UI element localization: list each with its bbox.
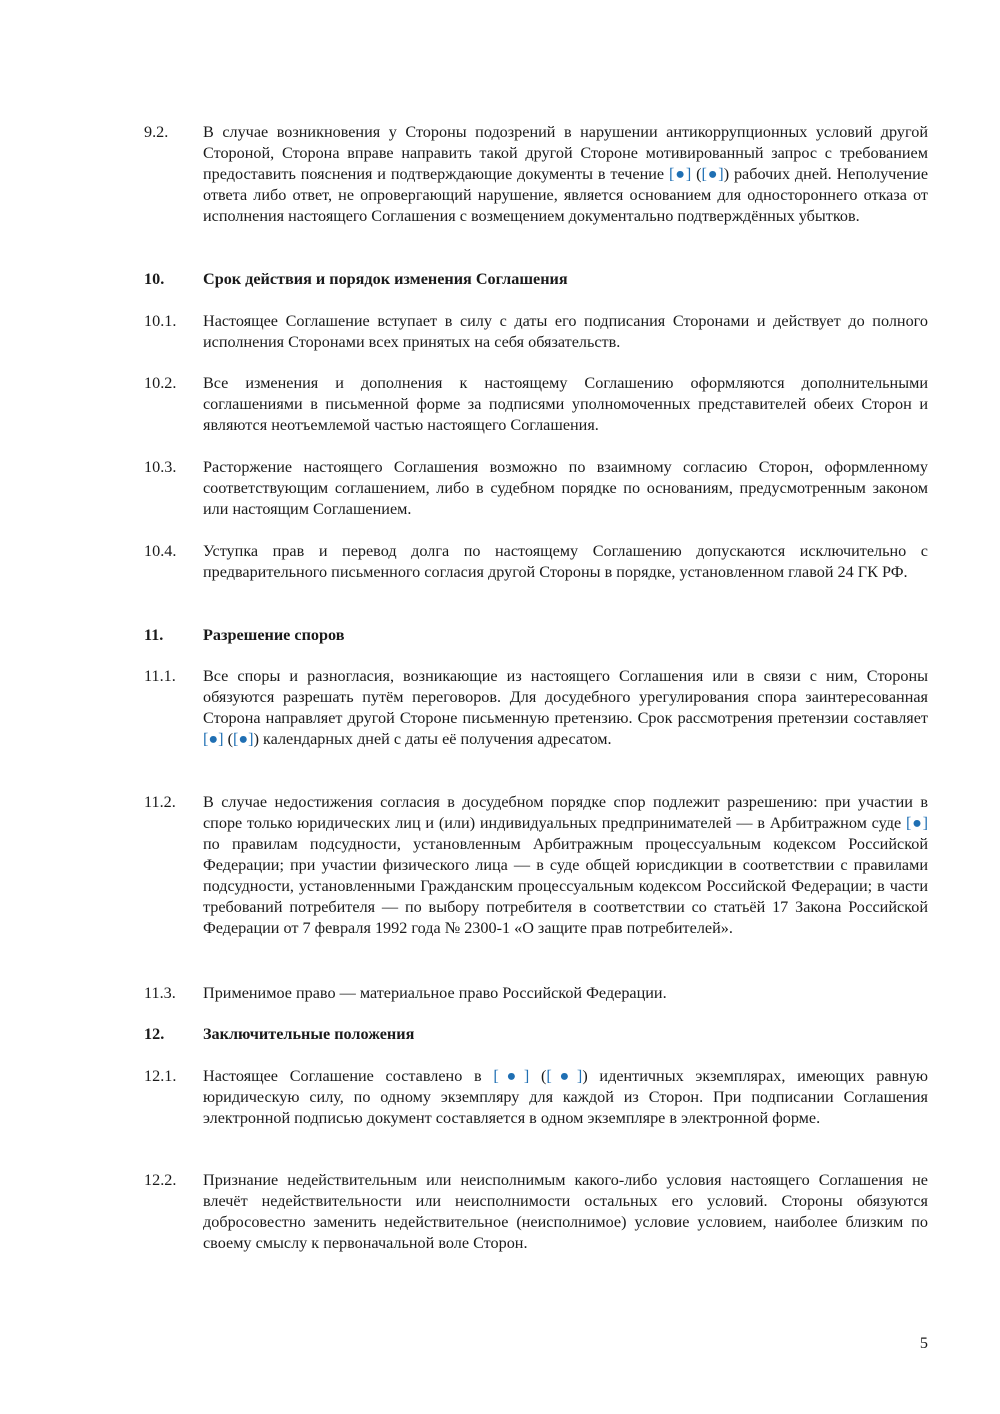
clause-number: 10.	[144, 270, 165, 288]
clause-text	[203, 792, 928, 939]
clause-number: 11.2.	[144, 793, 176, 811]
page-number: 5	[919, 1334, 928, 1352]
text-run: Все споры и разногласия, возникающие из настоящего Соглашения или в связи с ним, Стороны обязуются разрешать путём переговоров. Для досудебного урегулирования спора заинтересованная Сторона направляет другой Стороне письменную претензию. Срок рассмотрения претензии составляет	[203, 667, 928, 727]
text-run: (	[529, 1067, 547, 1085]
text-run: Уступка прав и перевод долга по настоящему Соглашению допускаются исключительно с предварительного письменного согласия другой Стороны в порядке, установленном главой 24 ГК РФ.	[203, 542, 928, 581]
clause-text	[203, 1170, 928, 1254]
text-run: Настоящее Соглашение вступает в силу с даты его подписания Сторонами и действует до полного исполнения Сторонами всех принятых на себя обязательств.	[203, 312, 928, 351]
clause-number: 12.1.	[144, 1067, 177, 1085]
text-run: (	[691, 165, 702, 183]
clause-number: 10.2.	[144, 374, 177, 392]
clause-number: 11.	[144, 626, 164, 644]
placeholder-marker: [●]	[546, 1067, 583, 1085]
placeholder-marker: [●]	[493, 1067, 530, 1085]
placeholder-marker: [●]	[701, 165, 724, 183]
clause-text	[203, 457, 928, 520]
clause-text	[203, 666, 928, 750]
text-run: ) календарных дней с даты её получения адресатом.	[253, 730, 612, 748]
section-heading: Срок действия и порядок изменения Соглашения	[203, 270, 568, 288]
placeholder-marker: [●]	[669, 165, 692, 183]
text-run: ) идентичных экземплярах, имеющих равную юридическую силу, по одному экземпляру для каждой из Сторон. При подписании Соглашения электронной подписью документ составляется в одном экземпляре в электронной форме.	[203, 1067, 929, 1127]
clause-text	[203, 541, 928, 583]
text-run: Признание недействительным или неисполнимым какого-либо условия настоящего Соглашения не влечёт недействительности или неисполнимости остальных его условий. Стороны обязуются добросовестно заменить недействительное (неисполнимое) условие условием, наиболее близким по своему смыслу к первоначальной воле Сторон.	[203, 1171, 928, 1252]
clause-number: 11.3.	[144, 984, 176, 1002]
clause-text	[203, 311, 928, 353]
clause-number: 12.2.	[144, 1171, 177, 1189]
clause-number: 11.1.	[144, 667, 176, 685]
clause-text	[203, 1066, 928, 1129]
placeholder-marker: [●]	[203, 730, 224, 748]
section-heading: Разрешение споров	[203, 626, 345, 644]
text-run: Все изменения и дополнения к настоящему Соглашению оформляются дополнительными соглашениями в письменной форме за подписями уполномоченных представителей обеих Сторон и являются неотъемлемой частью настоящего Соглашения.	[203, 374, 928, 434]
text-run: по правилам подсудности, установленным Арбитражным процессуальным кодексом Российской Федерации; при участии физического лица — в суде общей юрисдикции в соответствии с правилами подсудности, установленными Гражданским процессуальным кодексом Российской Федерации; в части требований потребителя — по выбору потребителя в соответствии со статьёй 17 Закона Российской Федерации от 7 февраля 1992 года № 2300-1 «О защите прав потребителей».	[203, 835, 928, 937]
clause-text	[203, 373, 928, 436]
clause-number: 10.3.	[144, 458, 177, 476]
section-heading: Заключительные положения	[203, 1025, 415, 1043]
clause-text	[203, 983, 928, 1004]
clause-number: 12.	[144, 1025, 165, 1043]
placeholder-marker: [●]	[905, 814, 928, 832]
text-run: Расторжение настоящего Соглашения возможно по взаимному согласию Сторон, оформленному соответствующим соглашением, либо в судебном порядке по основаниям, предусмотренным законом или настоящим Соглашением.	[203, 458, 928, 518]
text-run: (	[223, 730, 233, 748]
text-run: Настоящее Соглашение составлено в	[203, 1067, 494, 1085]
text-run: В случае возникновения у Стороны подозрений в нарушении антикоррупционных условий другой Стороной, Сторона вправе направить такой другой Стороне мотивированный запрос с требованием предоставить пояснения и подтверждающие документы в течение	[203, 123, 928, 183]
text-run: ) рабочих дней. Неполучение ответа либо ответ, не опровергающий нарушение, является основанием для одностороннего отказа от исполнения настоящего Соглашения с возмещением документально подтверждённых убытков.	[203, 165, 929, 225]
clause-number: 10.4.	[144, 542, 177, 560]
text-run: В случае недостижения согласия в досудебном порядке спор подлежит разрешению: при участии в споре только юридических лиц и (или) индивидуальных предпринимателей — в Арбитражном суде	[203, 793, 928, 832]
text-run: Применимое право — материальное право Российской Федерации.	[203, 984, 667, 1002]
clause-text	[203, 122, 928, 227]
clause-number: 9.2.	[144, 123, 169, 141]
placeholder-marker: [●]	[233, 730, 254, 748]
clause-number: 10.1.	[144, 312, 177, 330]
